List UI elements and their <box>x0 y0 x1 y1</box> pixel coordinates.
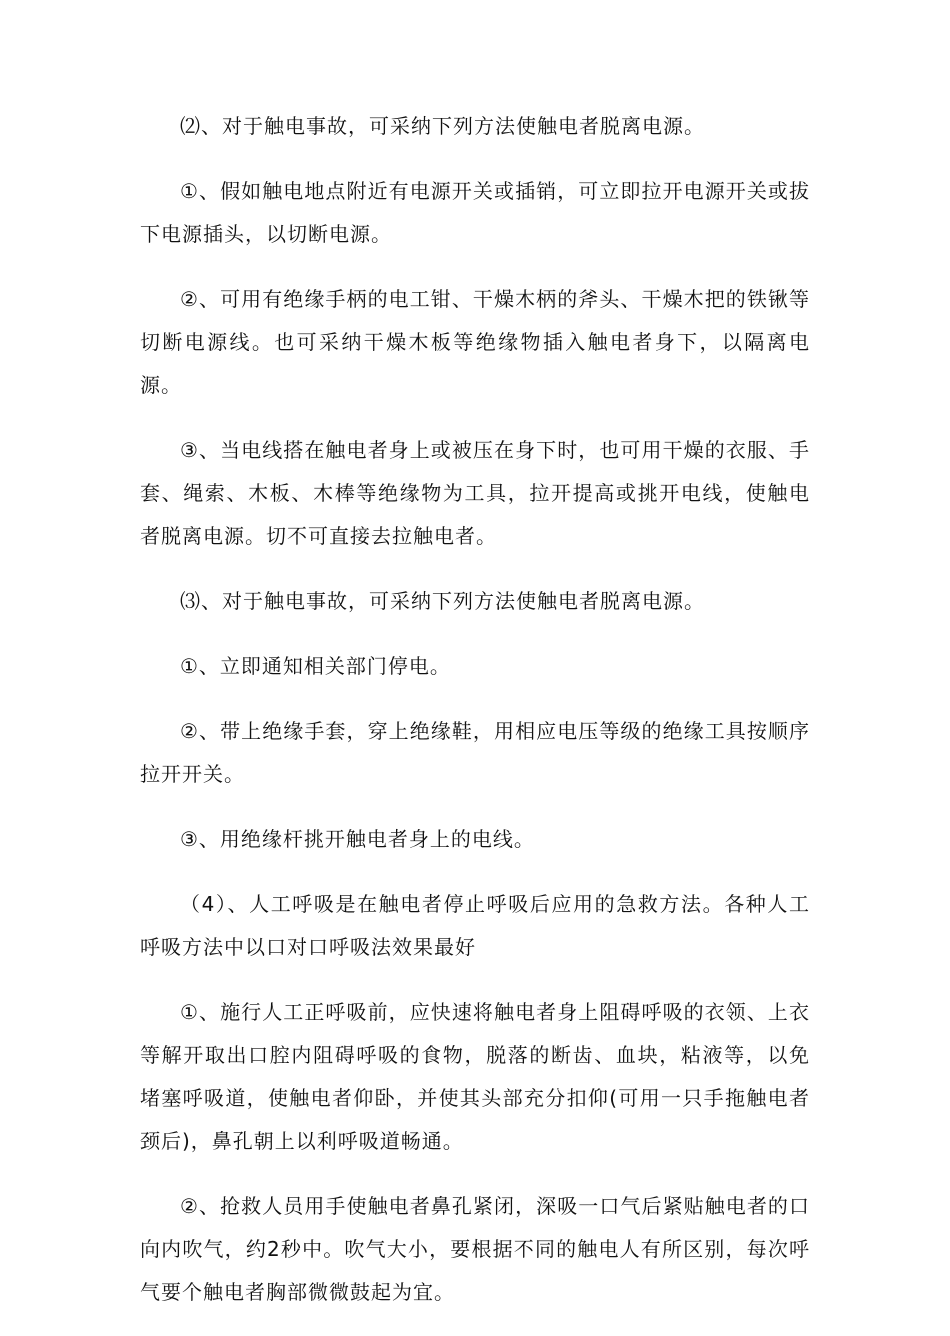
paragraph-8: ③、用绝缘杆挑开触电者身上的电线。 <box>180 827 535 851</box>
paragraph-10: ①、施行人工正呼吸前，应快速将触电者身上阻碍呼吸的衣领、上衣等解开取出口腔内阻碍呼吸的食物，脱落的断齿、血块，粘液等，以免堵塞呼吸道，使触电者仰卧，并使其头部充分扣仰(可用一只手拖触电者颈后)，鼻孔朝上以利呼吸道畅通。 <box>140 1000 810 1153</box>
paragraph-3: ②、可用有绝缘手柄的电工钳、干燥木柄的斧头、干燥木把的铁锹等切断电源线。也可采纳干燥木板等绝缘物插入触电者身下，以隔离电源。 <box>140 287 810 397</box>
paragraph-6: ①、立即通知相关部门停电。 <box>180 654 451 678</box>
paragraph-9: （4）、人工呼吸是在触电者停止呼吸后应用的急救方法。各种人工呼吸方法中以口对口呼吸法效果最好 <box>140 892 810 959</box>
paragraph-4: ③、当电线搭在触电者身上或被压在身下时，也可用干燥的衣服、手套、绳索、木板、木棒等绝缘物为工具，拉开提高或挑开电线，使触电者脱离电源。切不可直接去拉触电者。 <box>140 438 810 548</box>
document-body <box>140 105 810 1336</box>
paragraph-11: ②、抢救人员用手使触电者鼻孔紧闭，深吸一口气后紧贴触电者的口向内吹气，约2秒中。吹气大小，要根据不同的触电人有所区别，每次呼气要个触电者胸部微微鼓起为宜。 <box>140 1194 810 1304</box>
paragraph-5: ⑶、对于触电事故，可采纳下列方法使触电者脱离电源。 <box>180 589 705 613</box>
paragraph-2: ①、假如触电地点附近有电源开关或插销，可立即拉开电源开关或拔下电源插头，以切断电源。 <box>140 179 810 246</box>
paragraph-7: ②、带上绝缘手套，穿上绝缘鞋，用相应电压等级的绝缘工具按顺序拉开开关。 <box>140 719 810 786</box>
paragraph-1: ⑵、对于触电事故，可采纳下列方法使触电者脱离电源。 <box>180 114 705 138</box>
